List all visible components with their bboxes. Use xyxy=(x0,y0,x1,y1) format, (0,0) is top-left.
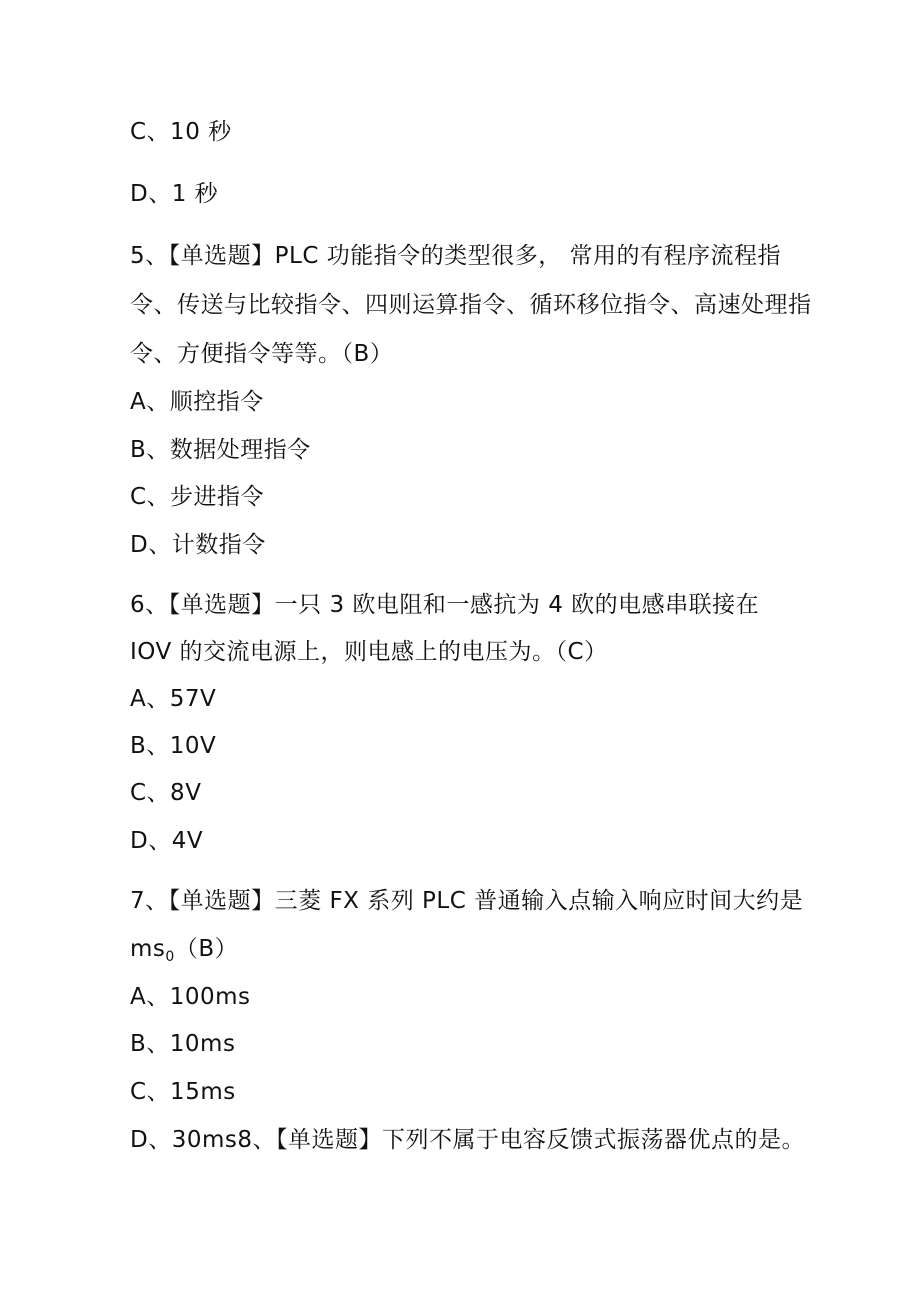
option-b-q7: B、10ms xyxy=(130,1031,236,1057)
question-6-line-1: 6、【单选题】一只 3 欧电阻和一感抗为 4 欧的电感串联接在 xyxy=(130,592,760,618)
question-6-line-2: IOV 的交流电源上，则电感上的电压为。（C） xyxy=(130,639,608,665)
option-c-q4: C、10 秒 xyxy=(130,119,232,145)
question-5-line-3: 令、方便指令等等。（B） xyxy=(130,341,394,367)
q7-answer: （B） xyxy=(174,936,239,962)
option-b-q6: B、10V xyxy=(130,733,217,759)
option-c-q5: C、步进指令 xyxy=(130,484,265,510)
option-a-q7: A、100ms xyxy=(130,984,251,1010)
question-7-line-2 xyxy=(130,934,238,972)
option-d-q4: D、1 秒 xyxy=(130,181,219,207)
question-7-line-1: 7、【单选题】三菱 FX 系列 PLC 普通输入点输入响应时间大约是 xyxy=(130,888,804,914)
option-d-q7-and-question-8: D、30ms8、【单选题】下列不属于电容反馈式振荡器优点的是。 xyxy=(130,1127,805,1153)
option-c-q6: C、8V xyxy=(130,780,202,806)
option-d-q6: D、4V xyxy=(130,828,204,854)
q7-unit: ms xyxy=(130,936,166,962)
option-c-q7: C、15ms xyxy=(130,1079,236,1105)
option-d-q5: D、计数指令 xyxy=(130,532,266,558)
question-5-line-2: 令、传送与比较指令、四则运算指令、循环移位指令、高速处理指 xyxy=(130,292,812,318)
option-a-q6: A、57V xyxy=(130,686,217,712)
option-a-q5: A、顺控指令 xyxy=(130,389,264,415)
q7-subscript: 0 xyxy=(165,949,175,965)
question-5-line-1: 5、【单选题】PLC 功能指令的类型很多， 常用的有程序流程指 xyxy=(130,243,781,269)
option-b-q5: B、数据处理指令 xyxy=(130,437,311,463)
